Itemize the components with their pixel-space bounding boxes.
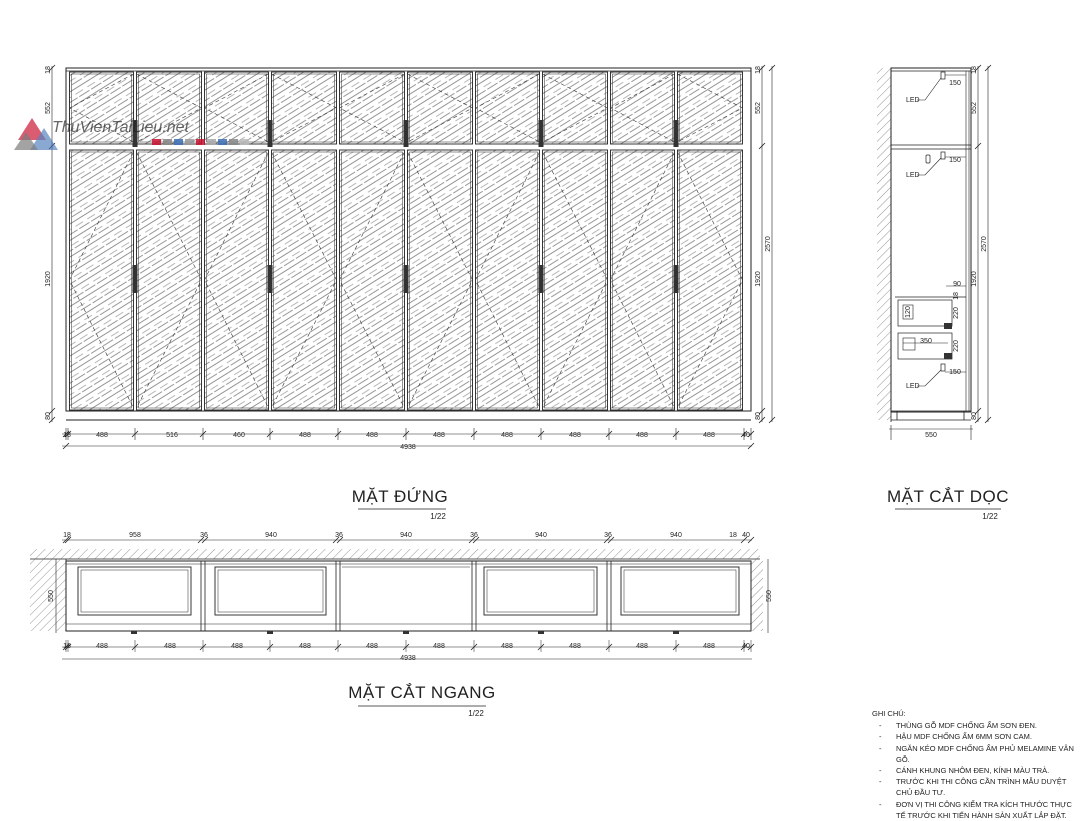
door-glass-panel — [137, 150, 202, 410]
plan-title: MẶT CẮT NGANG — [348, 683, 496, 702]
drawer-gap: 18 — [953, 292, 960, 300]
led-label-3: LED — [906, 383, 920, 390]
led-label-1: LED — [906, 97, 920, 104]
section-scale: 1/22 — [982, 512, 998, 521]
notes-heading: GHI CHÚ: — [872, 709, 906, 718]
upper-glass-panel — [543, 72, 608, 144]
plan-drawer — [484, 567, 597, 615]
plan-divider — [336, 561, 340, 631]
section-dim-upper: 552 — [971, 102, 978, 114]
section-title: MẶT CẮT DỌC — [887, 487, 1009, 506]
dim-top-rail-r: 18 — [755, 66, 762, 74]
plan-top-dim-7: 940 — [535, 532, 547, 539]
plan-top-dim-6: 36 — [470, 532, 478, 539]
dim-plinth-r: 80 — [755, 412, 762, 420]
plan-wall-top — [30, 549, 760, 559]
plan-bottom-dim-4: 488 — [299, 643, 311, 650]
plan-bottom-dim-6: 488 — [433, 643, 445, 650]
dim-w-9: 488 — [636, 432, 648, 439]
plan-top-dim-2: 36 — [200, 532, 208, 539]
plan-handle — [131, 631, 137, 634]
notes-list — [872, 720, 1080, 821]
plan-handle — [403, 631, 409, 634]
plan-drawer — [78, 567, 191, 615]
watermark-color-bar — [152, 139, 249, 145]
led-label-2: LED — [906, 172, 920, 179]
plan-handle — [267, 631, 273, 634]
drawer-h1: 220 — [953, 307, 960, 319]
section-dim-base: 80 — [971, 412, 978, 420]
plan-top-dim-0: 18 — [63, 532, 71, 539]
plan-bottom-dim-10: 488 — [703, 643, 715, 650]
plan-drawer — [621, 567, 739, 615]
section-outline — [891, 68, 971, 412]
elevation-title: MẶT ĐỨNG — [351, 487, 449, 506]
drawer-h2: 220 — [953, 340, 960, 352]
drawer-width: 90 — [953, 281, 961, 288]
dim-w-4: 488 — [299, 432, 311, 439]
door-handle — [404, 265, 409, 293]
section-view — [877, 65, 1009, 521]
plan-divider — [201, 561, 205, 631]
plan-bottom-dim-7: 488 — [501, 643, 513, 650]
plan-top-dim-8: 36 — [604, 532, 612, 539]
upper-glass-panel — [205, 72, 269, 144]
dim-w-7: 488 — [501, 432, 513, 439]
dim-total-width: 4938 — [400, 444, 416, 451]
section-dim-lower: 1920 — [971, 271, 978, 287]
section-depth: 550 — [925, 432, 937, 439]
plan-divider — [472, 561, 476, 631]
dim-w-8: 488 — [569, 432, 581, 439]
upper-glass-panel — [476, 72, 540, 144]
dim-w-10: 488 — [703, 432, 715, 439]
door-glass-panel — [205, 150, 269, 410]
dim-total-height: 2570 — [765, 236, 772, 252]
note-item: - TRƯỚC KHI THI CÔNG CẦN TRÌNH MẪU DUYỆT CHỦ ĐẦU TƯ. — [872, 776, 1080, 798]
plan-total-width: 4938 — [400, 655, 416, 662]
drawer-depth: 350 — [920, 338, 932, 345]
watermark-text: ThuVienTaiLieu.net — [52, 119, 189, 136]
plan-bottom-dim-5: 488 — [366, 643, 378, 650]
notes-block — [872, 708, 1080, 821]
dim-w-11: 40 — [742, 432, 750, 439]
upper-glass-panel — [611, 72, 675, 144]
plan-bottom-dim-0: 18 — [63, 643, 71, 650]
section-dim-top: 18 — [971, 66, 978, 74]
plan-top-dim-4: 36 — [335, 532, 343, 539]
dim-w-5: 488 — [366, 432, 378, 439]
drawer-lower — [898, 333, 952, 359]
upper-door-handle — [674, 120, 679, 147]
dim-w-3: 460 — [233, 432, 245, 439]
dim-plinth: 80 — [45, 412, 52, 420]
dim-w-2: 516 — [166, 432, 178, 439]
dim-top-panel: 552 — [45, 102, 52, 114]
plan-bottom-dim-3: 488 — [231, 643, 243, 650]
plan-scale: 1/22 — [468, 709, 484, 718]
plan-top-dim-1: 958 — [129, 532, 141, 539]
note-item: - NGĂN KÉO MDF CHỐNG ẨM PHỦ MELAMINE VÂN GỖ. — [872, 743, 1080, 765]
door-handle — [674, 265, 679, 293]
led-offset-2: 150 — [949, 157, 961, 164]
plan-bottom-dim-8: 488 — [569, 643, 581, 650]
plan-wall-right — [751, 559, 763, 631]
plan-top-dim-9: 940 — [670, 532, 682, 539]
plan-top-dim-3: 940 — [265, 532, 277, 539]
plan-depth-left: 550 — [48, 590, 55, 602]
upper-glass-panel — [340, 72, 405, 144]
plan-bottom-dim-11: 40 — [742, 643, 750, 650]
door-handle — [268, 265, 273, 293]
plan-bottom-dim-9: 488 — [636, 643, 648, 650]
dim-door-height-r: 1920 — [755, 271, 762, 287]
upper-glass-panel — [272, 72, 337, 144]
dim-w-6: 488 — [433, 432, 445, 439]
door-glass-panel — [340, 150, 405, 410]
door-glass-panel — [611, 150, 675, 410]
note-item: - CÁNH KHUNG NHÔM ĐEN, KÍNH MÀU TRÀ. — [872, 765, 1080, 776]
upper-glass-panel — [678, 72, 743, 144]
upper-door-handle — [404, 120, 409, 147]
plan-handle — [538, 631, 544, 634]
plan-bottom-dim-2: 488 — [164, 643, 176, 650]
door-glass-panel — [476, 150, 540, 410]
note-item: - HẬU MDF CHỐNG ẨM 6MM SƠN CAM. — [872, 731, 1080, 742]
door-handle — [539, 265, 544, 293]
plan-drawer-inner — [624, 570, 736, 612]
section-wall-hatch — [877, 68, 891, 420]
plan-top-dim-11: 40 — [742, 532, 750, 539]
dim-door-height: 1920 — [45, 271, 52, 287]
upper-door-handle — [268, 120, 273, 147]
plan-handle — [673, 631, 679, 634]
upper-glass-panel — [408, 72, 473, 144]
plan-drawer-inner — [81, 570, 188, 612]
upper-door-handle — [539, 120, 544, 147]
plan-outline — [66, 561, 751, 631]
section-dim-total: 2570 — [981, 236, 988, 252]
led-offset-3: 150 — [949, 369, 961, 376]
elevation-scale: 1/22 — [430, 512, 446, 521]
plan-depth-right: 550 — [766, 590, 773, 602]
plan-drawer — [215, 567, 326, 615]
plan-top-dim-10: 18 — [729, 532, 737, 539]
note-item: - THÙNG GỖ MDF CHỐNG ẨM SƠN ĐEN. — [872, 720, 1080, 731]
plan-top-dim-5: 940 — [400, 532, 412, 539]
note-item: - ĐƠN VỊ THI CÔNG KIỂM TRA KÍCH THƯỚC THỰC TẾ TRƯỚC KHI TIẾN HÀNH SẢN XUẤT LẮP ĐẶT. — [872, 799, 1080, 821]
plan-divider — [607, 561, 611, 631]
door-glass-panel — [408, 150, 473, 410]
drawer-front: 120 — [905, 306, 912, 318]
dim-w-0: 18 — [63, 432, 71, 439]
dim-top-rail: 18 — [45, 66, 52, 74]
door-glass-panel — [70, 150, 134, 410]
led-offset-1: 150 — [949, 80, 961, 87]
door-glass-panel — [543, 150, 608, 410]
plan-drawer-inner — [218, 570, 323, 612]
plan-drawer-inner — [487, 570, 594, 612]
door-glass-panel — [272, 150, 337, 410]
dim-top-panel-r: 552 — [755, 102, 762, 114]
door-glass-panel — [678, 150, 743, 410]
dim-w-1: 488 — [96, 432, 108, 439]
plan-bottom-dim-1: 488 — [96, 643, 108, 650]
plan-view — [30, 532, 773, 718]
door-handle — [133, 265, 138, 293]
